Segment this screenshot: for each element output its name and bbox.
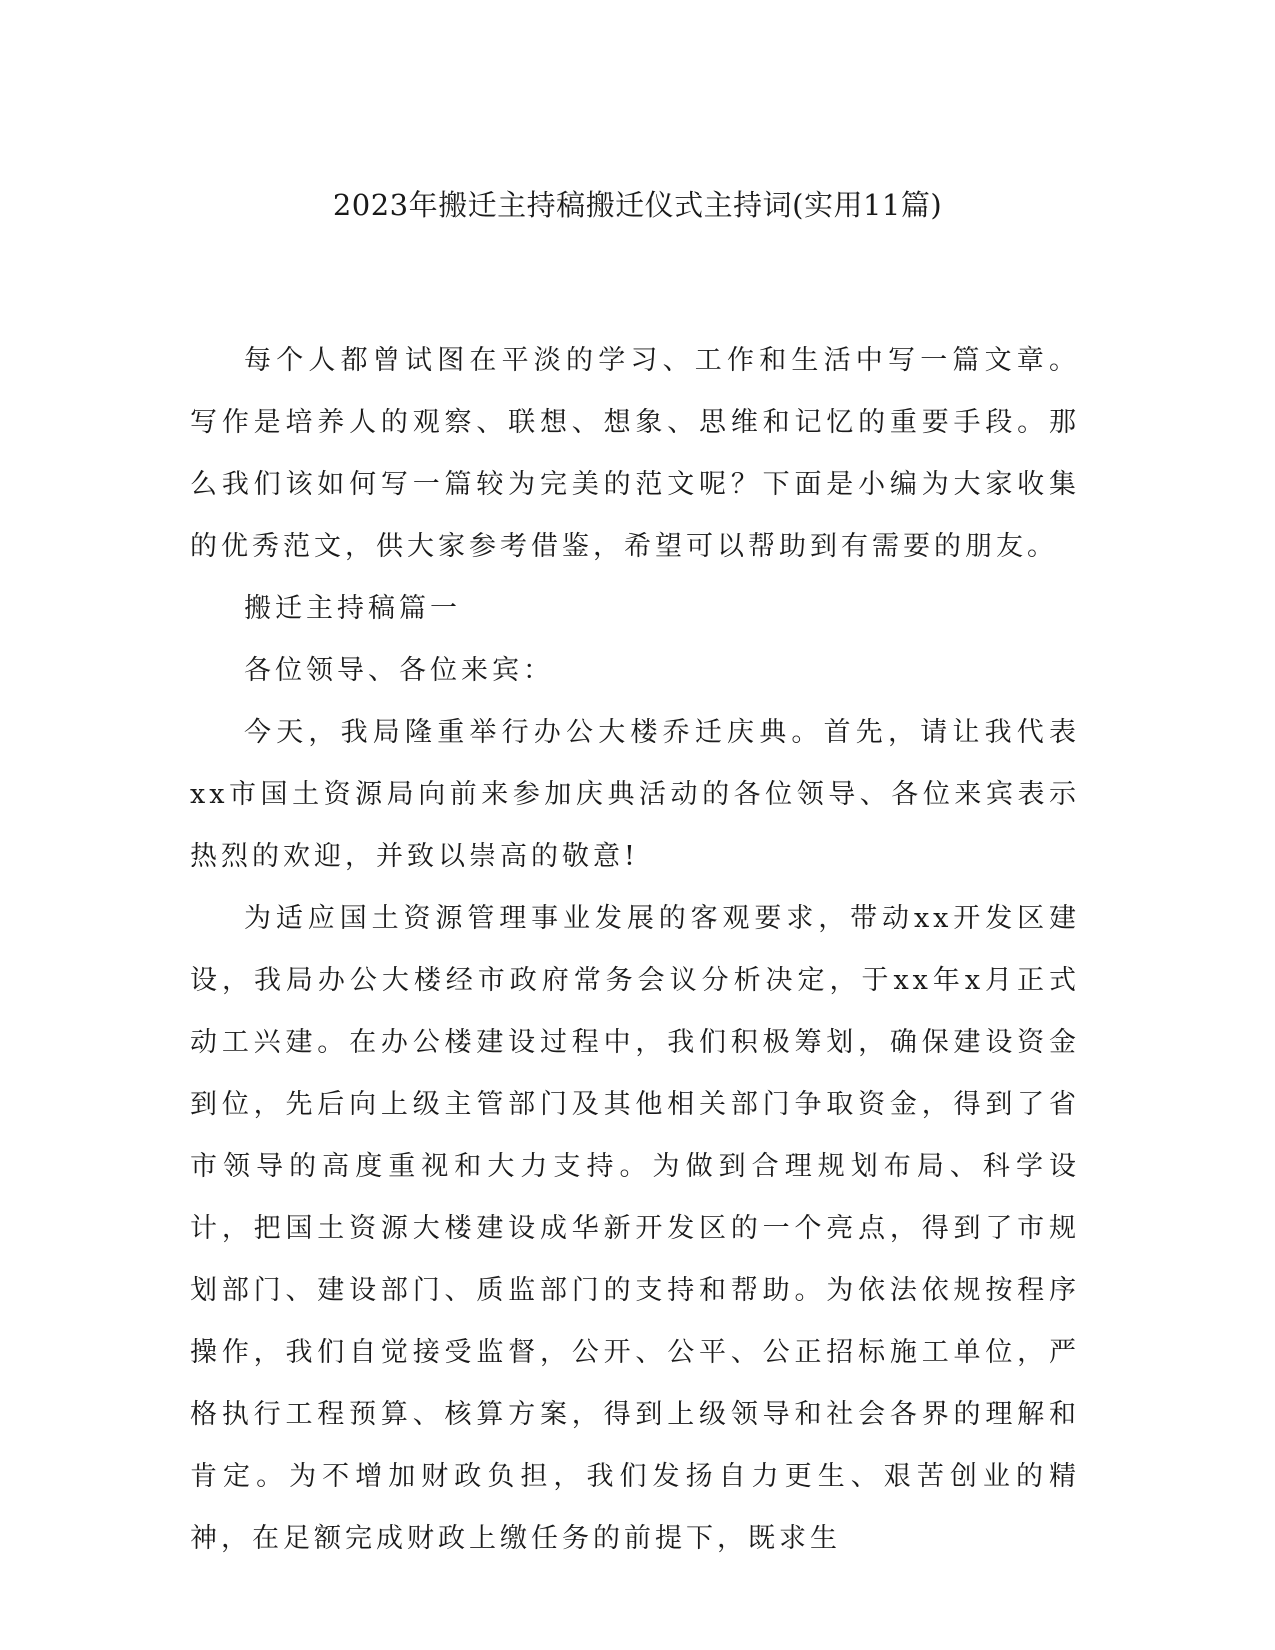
opening-paragraph: 今天，我局隆重举行办公大楼乔迁庆典。首先，请让我代表xx市国土资源局向前来参加庆典活动的各位领导、各位来宾表示热烈的欢迎，并致以崇高的敬意!	[190, 717, 1080, 872]
building-paragraph: 为适应国土资源管理事业发展的客观要求，带动xx开发区建设，我局办公大楼经市政府常务会议分析决定，于xx年x月正式动工兴建。在办公楼建设过程中，我们积极筹划，确保建设资金到位，先后向上级主管部门及其他相关部门争取资金，得到了省市领导的高度重视和大力支持。为做到合理规划布局、科学设计，把国土资源大楼建设成华新开发区的一个亮点，得到了市规划部门、建设部门、质监部门的支持和帮助。为依法依规按程序操作，我们自觉接受监督，公开、公平、公正招标施工单位，严格执行工程预算、核算方案，得到上级领导和社会各界的理解和肯定。为不增加财政负担，我们发扬自力更生、艰苦创业的精神，在足额完成财政上缴任务的前提下，既求生	[190, 903, 1080, 1554]
document-body	[190, 330, 1080, 1570]
document-title: 2023年搬迁主持稿搬迁仪式主持词(实用11篇)	[332, 188, 943, 222]
salutation: 各位领导、各位来宾：	[244, 655, 554, 686]
intro-paragraph: 每个人都曾试图在平淡的学习、工作和生活中写一篇文章。写作是培养人的观察、联想、想象、思维和记忆的重要手段。那么我们该如何写一篇较为完美的范文呢？下面是小编为大家收集的优秀范文，供大家参考借鉴，希望可以帮助到有需要的朋友。	[190, 345, 1080, 562]
section-heading: 搬迁主持稿篇一	[244, 593, 461, 624]
